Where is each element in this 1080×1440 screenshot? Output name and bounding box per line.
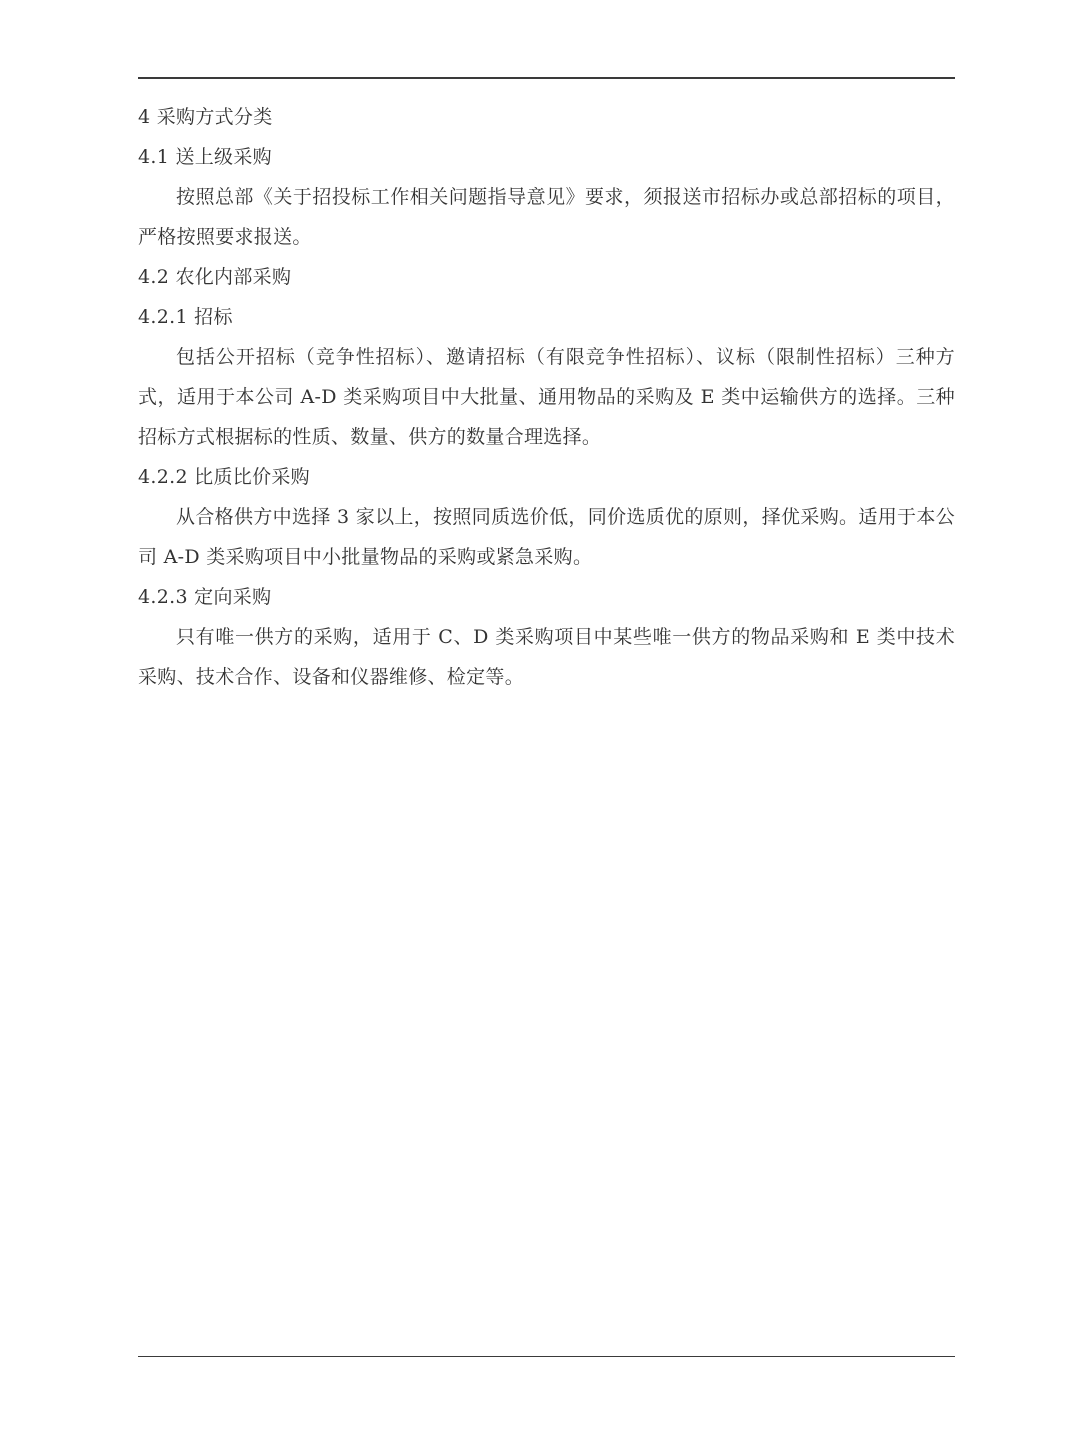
heading-4-2-1: 4.2.1 招标 [138, 306, 233, 328]
heading-4-2-3: 4.2.3 定向采购 [138, 586, 272, 608]
document-body [138, 97, 955, 697]
paragraph-4-2-2: 从合格供方中选择 3 家以上，按照同质选价低，同价选质优的原则，择优采购。适用于本公司 A-D 类采购项目中小批量物品的采购或紧急采购。 [138, 506, 955, 568]
paragraph-4-2-1: 包括公开招标（竞争性招标）、邀请招标（有限竞争性招标）、议标（限制性招标）三种方式，适用于本公司 A-D 类采购项目中大批量、通用物品的采购及 E 类中运输供方的选择。三种招标方式根据标的性质、数量、供方的数量合理选择。 [138, 346, 955, 448]
heading-4-2-2: 4.2.2 比质比价采购 [138, 466, 310, 488]
paragraph-4-2-3: 只有唯一供方的采购，适用于 C、D 类采购项目中某些唯一供方的物品采购和 E 类中技术采购、技术合作、设备和仪器维修、检定等。 [138, 626, 955, 688]
header-rule [138, 77, 955, 79]
footer-rule [138, 1356, 955, 1357]
paragraph-4-1: 按照总部《关于招投标工作相关问题指导意见》要求，须报送市招标办或总部招标的项目，严格按照要求报送。 [138, 186, 955, 248]
section-title: 4 采购方式分类 [138, 106, 273, 128]
heading-4-2: 4.2 农化内部采购 [138, 266, 292, 288]
heading-4-1: 4.1 送上级采购 [138, 146, 272, 168]
